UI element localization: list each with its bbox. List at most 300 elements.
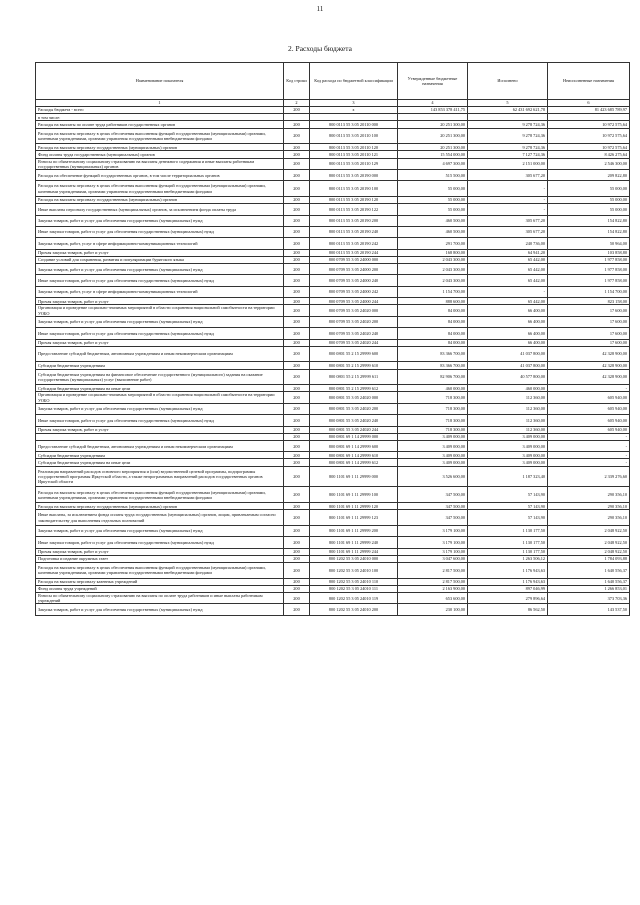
cell-remaining: 81 423 685 789,97 [548, 107, 630, 114]
cell-budget-code: 800 0709 55 3 05 24000 242 [310, 286, 398, 297]
cell-name: Фонд оплаты труда государственных (муниципальных) органов [36, 151, 284, 158]
cell-executed: 305 677,20 [468, 169, 548, 180]
cell-budget-code: 800 0801 55 2 15 29999 610 [310, 362, 398, 369]
cell-name: Взносы по обязательному социальному страхованию на выплаты по оплате труда работников и иные выплаты работникам учреждений [36, 592, 284, 603]
table-row [36, 525, 630, 536]
cell-line-code: 200 [284, 510, 310, 526]
table-row [36, 238, 630, 249]
cell-line-code: 200 [284, 181, 310, 197]
table-row [36, 548, 630, 555]
column-number: 2 [284, 100, 310, 107]
cell-remaining: 143 537,50 [548, 604, 630, 615]
cell-budget-code: 800 0709 55 3 05 24000 244 [310, 298, 398, 305]
cell-line-code: 200 [284, 264, 310, 275]
cell-remaining: 154 822,80 [548, 215, 630, 226]
cell-approved: 3 409 000,00 [398, 452, 468, 459]
cell-name: Предоставление субсидий бюджетным, автономным учреждениям и иным некоммерческим организациям [36, 346, 284, 362]
cell-remaining: 2 546 300,00 [548, 158, 630, 169]
column-numbers-row [36, 100, 630, 107]
cell-executed: 305 677,20 [468, 226, 548, 237]
cell-executed: - [468, 204, 548, 215]
cell-budget-code: 800 0113 55 3 05 20110 000 [310, 121, 398, 128]
cell-budget-code: 800 0801 55 3 05 24020 200 [310, 403, 398, 414]
cell-approved: 20 251 300,00 [398, 144, 468, 151]
cell-executed: 112 360,00 [468, 392, 548, 403]
cell-executed: 1 130 177,50 [468, 525, 548, 536]
table-row [36, 169, 630, 180]
cell-approved: 84 000,00 [398, 328, 468, 339]
cell-executed: 66 400,00 [468, 339, 548, 346]
cell-approved: 2 817 500,00 [398, 578, 468, 585]
table-row [36, 305, 630, 316]
cell-line-code: 200 [284, 385, 310, 392]
cell-approved: 291 700,00 [398, 238, 468, 249]
cell-executed: 3 409 000,00 [468, 452, 548, 459]
cell-executed: 1 263 506,12 [468, 555, 548, 562]
cell-remaining [548, 114, 630, 121]
table-row [36, 385, 630, 392]
cell-remaining: 55 000,00 [548, 181, 630, 197]
table-row [36, 510, 630, 526]
table-row [36, 264, 630, 275]
table-row [36, 328, 630, 339]
cell-budget-code: 800 0801 69 1 14 29999 612 [310, 459, 398, 466]
table-row [36, 114, 630, 121]
table-row [36, 452, 630, 459]
table-row [36, 369, 630, 385]
column-number: 3 [310, 100, 398, 107]
cell-remaining: - [548, 459, 630, 466]
cell-name: Иные выплаты, за исключением фонда оплаты труда государственных (муниципальных) органов, лицам, привлекаемым согласно законодательству для выполнения отдельных полномочий [36, 510, 284, 526]
cell-executed: 1 176 943,63 [468, 563, 548, 579]
cell-budget-code: 800 0709 55 3 05 24000 200 [310, 264, 398, 275]
cell-budget-code: 800 0801 55 3 05 24020 240 [310, 415, 398, 426]
cell-line-code: 200 [284, 604, 310, 615]
table-header-row [36, 63, 630, 100]
cell-remaining: 290 356,10 [548, 487, 630, 503]
cell-approved: 2 163 900,00 [398, 585, 468, 592]
cell-executed: 460 000,00 [468, 385, 548, 392]
cell-budget-code: 800 0113 55 3 05 20190 120 [310, 196, 398, 203]
cell-remaining: - [548, 433, 630, 440]
cell-remaining: - [548, 452, 630, 459]
cell-executed: 57 143,90 [468, 503, 548, 510]
cell-executed: 112 360,00 [468, 403, 548, 414]
cell-budget-code: 800 0113 55 3 05 20190 122 [310, 204, 398, 215]
cell-line-code: 200 [284, 426, 310, 433]
expenses-table [35, 62, 630, 616]
cell-executed [468, 114, 548, 121]
cell-remaining: 1 784 093,88 [548, 555, 630, 562]
cell-remaining: 1 266 853,01 [548, 585, 630, 592]
cell-executed: 62 431 692 621,78 [468, 107, 548, 114]
cell-executed: 2 151 000,00 [468, 158, 548, 169]
cell-remaining: 290 356,10 [548, 503, 630, 510]
cell-remaining: 605 940,00 [548, 392, 630, 403]
cell-approved: 83 366 700,00 [398, 346, 468, 362]
cell-name [36, 433, 284, 440]
cell-name: Закупка товаров, работ, услуг в сфере информационно-коммуникационных технологий [36, 238, 284, 249]
table-row [36, 181, 630, 197]
cell-name: Иные выплаты персоналу государственных (муниципальных) органов, за исключением фонда оплаты труда [36, 204, 284, 215]
cell-remaining: - [548, 385, 630, 392]
cell-line-code: 200 [284, 555, 310, 562]
cell-name: Расходы на выплаты персоналу государственных (муниципальных) органов [36, 196, 284, 203]
cell-approved: 55 000,00 [398, 204, 468, 215]
table-row [36, 204, 630, 215]
cell-line-code: 200 [284, 121, 310, 128]
table-row [36, 346, 630, 362]
cell-executed: - [468, 196, 548, 203]
cell-budget-code: 800 1101 69 1 11 29999 120 [310, 503, 398, 510]
table-row [36, 459, 630, 466]
cell-approved: 3 179 100,00 [398, 548, 468, 555]
cell-budget-code: 800 0709 55 3 05 24020 200 [310, 316, 398, 327]
cell-executed: 897 046,99 [468, 585, 548, 592]
cell-budget-code: 800 0113 55 3 05 20110 120 [310, 144, 398, 151]
cell-line-code: 200 [284, 204, 310, 215]
cell-budget-code: 800 1101 69 1 11 29999 200 [310, 525, 398, 536]
cell-approved: 3 047 600,00 [398, 555, 468, 562]
cell-budget-code: 800 1101 69 1 11 29999 100 [310, 487, 398, 503]
cell-remaining: 17 600,00 [548, 339, 630, 346]
cell-remaining: 17 600,00 [548, 305, 630, 316]
cell-remaining: 1 640 556,37 [548, 563, 630, 579]
table-row [36, 151, 630, 158]
cell-remaining: 605 940,00 [548, 403, 630, 414]
table-row [36, 107, 630, 114]
cell-remaining: 55 000,00 [548, 204, 630, 215]
cell-budget-code: 800 1101 69 1 11 29999 000 [310, 466, 398, 487]
table-row [36, 563, 630, 579]
cell-name: Закупка товаров, работ, услуг в сфере информационно-коммуникационных технологий [36, 286, 284, 297]
cell-line-code: 200 [284, 487, 310, 503]
column-number: 1 [36, 100, 284, 107]
cell-executed: 7 127 724,36 [468, 151, 548, 158]
cell-remaining: 2 048 922,50 [548, 537, 630, 548]
cell-line-code: 200 [284, 305, 310, 316]
cell-name: Расходы на выплаты персоналу государственных (муниципальных) органов [36, 503, 284, 510]
cell-approved: 347 500,00 [398, 487, 468, 503]
table-row [36, 433, 630, 440]
table-row [36, 487, 630, 503]
header-remaining: Неисполненные назначения [548, 63, 630, 100]
cell-executed: 240 736,00 [468, 238, 548, 249]
cell-name: Субсидии бюджетным учреждениям на иные цели [36, 385, 284, 392]
cell-budget-code [310, 114, 398, 121]
cell-approved: 230 100,00 [398, 604, 468, 615]
table-row [36, 403, 630, 414]
cell-line-code: 200 [284, 415, 310, 426]
cell-line-code: 200 [284, 346, 310, 362]
cell-approved: 15 554 000,00 [398, 151, 468, 158]
cell-name: Расходы на выплаты персоналу в целях обеспечения выполнения функций государственными (муниципальными) органами, казенными учреждениями, органами управления государственными внебюджетными фондами [36, 181, 284, 197]
cell-name: Расходы на выплаты персоналу в целях обеспечения выполнения функций государственными (муниципальными) органами, казенными учреждениями, органами управления государственными внебюджетными фондами [36, 563, 284, 579]
cell-name: Закупка товаров, работ и услуг для обеспечения государственных (муниципальных) нужд [36, 525, 284, 536]
cell-executed: 65 442,00 [468, 256, 548, 263]
cell-name: Подготовка и издание окружных газет [36, 555, 284, 562]
cell-line-code: 200 [284, 328, 310, 339]
cell-line-code: 200 [284, 286, 310, 297]
table-row [36, 121, 630, 128]
cell-executed: 57 143,90 [468, 510, 548, 526]
column-number: 5 [468, 100, 548, 107]
cell-line-code: 200 [284, 452, 310, 459]
cell-budget-code: 800 0709 55 3 05 24020 000 [310, 305, 398, 316]
cell-budget-code: 800 1202 55 3 05 24010 000 [310, 555, 398, 562]
cell-remaining: 42 328 900,00 [548, 369, 630, 385]
cell-name: Прочая закупка товаров, работ и услуг [36, 548, 284, 555]
cell-approved: 460 500,00 [398, 226, 468, 237]
table-row [36, 249, 630, 256]
cell-executed: 9 278 724,36 [468, 144, 548, 151]
cell-approved: 3 409 000,00 [398, 440, 468, 451]
cell-remaining: 1 977 858,00 [548, 264, 630, 275]
cell-remaining: 290 356,10 [548, 510, 630, 526]
cell-remaining: 154 822,80 [548, 226, 630, 237]
cell-name: Расходы на выплаты персоналу государственных (муниципальных) органов [36, 144, 284, 151]
cell-executed: 305 677,20 [468, 215, 548, 226]
header-name: Наименование показателя [36, 63, 284, 100]
cell-line-code: 200 [284, 369, 310, 385]
cell-name: Закупка товаров, работ и услуг для обеспечения государственных (муниципальных) нужд [36, 215, 284, 226]
cell-executed: 9 278 724,36 [468, 128, 548, 144]
cell-approved: 84 000,00 [398, 305, 468, 316]
cell-budget-code: 800 0113 55 3 05 20110 121 [310, 151, 398, 158]
cell-remaining: 42 328 900,00 [548, 362, 630, 369]
cell-budget-code: 800 0709 55 3 05 24020 244 [310, 339, 398, 346]
cell-remaining: 55 000,00 [548, 196, 630, 203]
cell-budget-code: x [310, 107, 398, 114]
cell-line-code: 200 [284, 128, 310, 144]
cell-budget-code: 800 1101 69 1 11 29999 244 [310, 548, 398, 555]
cell-name: Субсидии бюджетным учреждениям на финансовое обеспечение государственного (муниципального) задания на оказание государственных (муниципальных) услуг (выполнение работ) [36, 369, 284, 385]
cell-approved: 168 800,00 [398, 249, 468, 256]
table-row [36, 275, 630, 286]
cell-budget-code: 800 0801 55 2 15 29999 600 [310, 346, 398, 362]
cell-approved: 888 600,00 [398, 298, 468, 305]
cell-executed: 65 442,00 [468, 275, 548, 286]
column-number: 6 [548, 100, 630, 107]
cell-line-code: 200 [284, 256, 310, 263]
column-number: 4 [398, 100, 468, 107]
cell-budget-code: 800 0113 55 3 05 20190 242 [310, 238, 398, 249]
cell-budget-code: 800 0801 55 3 05 24020 244 [310, 426, 398, 433]
cell-budget-code: 800 0709 55 3 05 24000 000 [310, 256, 398, 263]
cell-line-code: 200 [284, 275, 310, 286]
cell-name: Расходы на выплаты персоналу в целях обеспечения выполнения функций государственными (муниципальными) органами, казенными учреждениями, органами управления государственными внебюджетными фондами [36, 128, 284, 144]
cell-line-code [284, 114, 310, 121]
cell-line-code: 200 [284, 196, 310, 203]
cell-budget-code: 800 0113 55 3 05 20190 244 [310, 249, 398, 256]
table-row [36, 362, 630, 369]
cell-executed: 86 562,50 [468, 604, 548, 615]
cell-approved: 4 697 300,00 [398, 158, 468, 169]
cell-remaining: 50 964,00 [548, 238, 630, 249]
cell-executed: - [468, 286, 548, 297]
table-row [36, 555, 630, 562]
cell-name: Организация и проведение социально-значимых мероприятий в области сохранения национальной самобытности на территории УОБО [36, 305, 284, 316]
cell-remaining: 823 158,00 [548, 298, 630, 305]
cell-line-code: 200 [284, 578, 310, 585]
cell-name: Расходы на выплаты персоналу в целях обеспечения выполнения функций государственными (муниципальными) органами, казенными учреждениями, органами управления государственными внебюджетными фондами [36, 487, 284, 503]
cell-approved: 2 043 300,00 [398, 256, 468, 263]
cell-line-code: 200 [284, 226, 310, 237]
header-line-code: Код строки [284, 63, 310, 100]
cell-approved: 82 906 700,00 [398, 369, 468, 385]
cell-line-code: 200 [284, 316, 310, 327]
cell-name: Иные закупки товаров, работ и услуг для обеспечения государственных (муниципальных) нужд [36, 226, 284, 237]
table-row [36, 503, 630, 510]
cell-approved: 3 179 100,00 [398, 537, 468, 548]
cell-line-code: 200 [284, 433, 310, 440]
header-executed: Исполнено [468, 63, 548, 100]
cell-executed: 41 037 800,00 [468, 362, 548, 369]
cell-name: Закупка товаров, работ и услуг для обеспечения государственных (муниципальных) нужд [36, 604, 284, 615]
cell-budget-code: 800 1202 55 3 05 24010 200 [310, 604, 398, 615]
cell-remaining: 10 972 575,64 [548, 128, 630, 144]
cell-approved: 20 251 300,00 [398, 128, 468, 144]
cell-executed: - [468, 181, 548, 197]
cell-executed: 41 037 800,00 [468, 346, 548, 362]
cell-line-code: 200 [284, 362, 310, 369]
cell-name: Расходы бюджета - всего [36, 107, 284, 114]
cell-name: Прочая закупка товаров, работ и услуг [36, 249, 284, 256]
cell-line-code: 200 [284, 215, 310, 226]
cell-approved: 718 300,00 [398, 415, 468, 426]
cell-line-code: 200 [284, 537, 310, 548]
cell-executed: 65 442,00 [468, 264, 548, 275]
cell-line-code: 200 [284, 585, 310, 592]
cell-budget-code: 800 0113 55 3 05 20190 240 [310, 226, 398, 237]
table-row [36, 316, 630, 327]
cell-executed: 40 577 800,00 [468, 369, 548, 385]
cell-budget-code: 800 0709 55 3 05 24000 240 [310, 275, 398, 286]
cell-remaining: 10 972 575,64 [548, 121, 630, 128]
cell-line-code: 200 [284, 548, 310, 555]
cell-budget-code: 800 0801 69 1 14 29999 600 [310, 440, 398, 451]
cell-name: Прочая закупка товаров, работ и услуг [36, 426, 284, 433]
header-budget-code: Код расхода по бюджетной классификации [310, 63, 398, 100]
table-row [36, 128, 630, 144]
cell-remaining: 1 640 556,37 [548, 578, 630, 585]
cell-executed: 57 143,90 [468, 487, 548, 503]
cell-name: Расходы на обеспечение функций государственных органов, в том числе территориальных органов [36, 169, 284, 180]
cell-remaining: 42 328 900,00 [548, 346, 630, 362]
cell-executed: 3 409 000,00 [468, 440, 548, 451]
cell-line-code: 200 [284, 169, 310, 180]
cell-name: Прочая закупка товаров, работ и услуг [36, 339, 284, 346]
table-row [36, 392, 630, 403]
cell-remaining: 1 977 858,00 [548, 256, 630, 263]
cell-line-code: 200 [284, 403, 310, 414]
cell-name: Реализация направлений расходов основного мероприятия и (или) ведомственной целевой программы, подпрограммы государственной программы Иркутской области, а также непрограммных направлений расходов государственных органов Иркутской области [36, 466, 284, 487]
cell-name: Закупка товаров, работ и услуг для обеспечения государственных (муниципальных) нужд [36, 403, 284, 414]
cell-name: Субсидии бюджетным учреждениям [36, 362, 284, 369]
table-row [36, 466, 630, 487]
cell-remaining: 103 858,80 [548, 249, 630, 256]
table-row [36, 440, 630, 451]
cell-budget-code: 800 0801 55 3 05 24020 000 [310, 392, 398, 403]
table-row [36, 158, 630, 169]
table-row [36, 215, 630, 226]
cell-line-code: 200 [284, 525, 310, 536]
cell-budget-code: 800 1101 69 1 11 29999 240 [310, 537, 398, 548]
cell-executed: 112 360,00 [468, 415, 548, 426]
cell-approved: 84 000,00 [398, 316, 468, 327]
table-row [36, 286, 630, 297]
cell-name: Взносы по обязательному социальному страхованию на выплаты денежного содержания и иные выплаты работникам государственных (муниципальных) органов [36, 158, 284, 169]
section-title: 2. Расходы бюджета [288, 44, 352, 53]
cell-line-code: 200 [284, 144, 310, 151]
cell-remaining: 373 703,36 [548, 592, 630, 603]
cell-name: Прочая закупка товаров, работ и услуг [36, 298, 284, 305]
cell-budget-code: 800 1202 55 3 05 24010 111 [310, 585, 398, 592]
cell-remaining: 605 940,00 [548, 426, 630, 433]
cell-approved: 1 154 700,00 [398, 286, 468, 297]
cell-approved: 347 500,00 [398, 510, 468, 526]
cell-line-code: 200 [284, 503, 310, 510]
cell-budget-code: 800 0801 55 2 15 29999 612 [310, 385, 398, 392]
cell-approved: 3 526 600,00 [398, 466, 468, 487]
cell-approved: 55 000,00 [398, 196, 468, 203]
cell-budget-code: 800 1202 55 3 05 24010 100 [310, 563, 398, 579]
cell-remaining: 17 600,00 [548, 328, 630, 339]
cell-budget-code: 800 0113 55 3 05 20190 100 [310, 181, 398, 197]
cell-budget-code: 800 1202 55 3 05 24010 119 [310, 592, 398, 603]
cell-remaining: 2 048 922,50 [548, 525, 630, 536]
cell-line-code: 200 [284, 592, 310, 603]
cell-name: Иные закупки товаров, работ и услуг для обеспечения государственных (муниципальных) нужд [36, 537, 284, 548]
cell-remaining: 1 154 700,00 [548, 286, 630, 297]
cell-executed: 1 130 177,50 [468, 537, 548, 548]
cell-executed: 1 187 323,40 [468, 466, 548, 487]
cell-line-code: 200 [284, 339, 310, 346]
cell-remaining: 10 972 575,64 [548, 144, 630, 151]
cell-line-code: 200 [284, 298, 310, 305]
table-row [36, 578, 630, 585]
cell-remaining: - [548, 440, 630, 451]
cell-approved: 718 300,00 [398, 403, 468, 414]
cell-approved: 3 179 100,00 [398, 525, 468, 536]
cell-executed: 3 409 000,00 [468, 459, 548, 466]
cell-approved: 20 251 300,00 [398, 121, 468, 128]
cell-line-code: 200 [284, 151, 310, 158]
cell-remaining: 209 822,80 [548, 169, 630, 180]
cell-approved: 347 500,00 [398, 503, 468, 510]
cell-approved: 653 600,00 [398, 592, 468, 603]
cell-approved: 2 817 500,00 [398, 563, 468, 579]
cell-budget-code: 800 1101 69 1 11 29999 123 [310, 510, 398, 526]
cell-approved: 2 043 300,00 [398, 264, 468, 275]
cell-budget-code: 800 0801 55 2 15 29999 611 [310, 369, 398, 385]
table-row [36, 585, 630, 592]
cell-line-code: 200 [284, 249, 310, 256]
cell-budget-code: 800 1202 55 3 05 24010 110 [310, 578, 398, 585]
cell-remaining: 605 940,00 [548, 415, 630, 426]
table-row [36, 226, 630, 237]
cell-approved: 718 300,00 [398, 392, 468, 403]
cell-name: в том числе: [36, 114, 284, 121]
cell-executed: 1 130 177,50 [468, 548, 548, 555]
cell-executed: 64 941,20 [468, 249, 548, 256]
cell-name: Иные закупки товаров, работ и услуг для обеспечения государственных (муниципальных) нужд [36, 328, 284, 339]
cell-executed: 66 400,00 [468, 316, 548, 327]
cell-executed: 9 278 724,36 [468, 121, 548, 128]
cell-remaining: 1 977 858,00 [548, 275, 630, 286]
cell-name: Предоставление субсидий бюджетным, автономным учреждениям и иным некоммерческим организациям [36, 440, 284, 451]
table-row [36, 298, 630, 305]
